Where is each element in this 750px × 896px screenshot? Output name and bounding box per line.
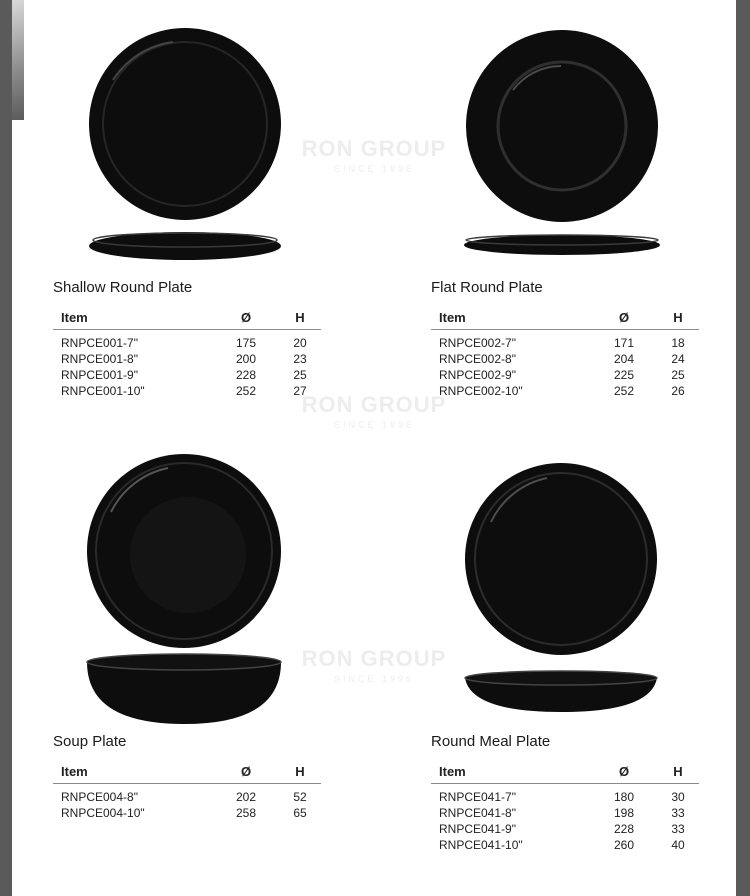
product-shallow-round-plate bbox=[53, 0, 323, 400]
diameter-value: 180 bbox=[613, 790, 635, 804]
diameter-value: 171 bbox=[613, 336, 635, 350]
diameter-value: 204 bbox=[613, 352, 635, 366]
col-item: Item bbox=[431, 310, 591, 330]
height-value: 23 bbox=[293, 352, 307, 366]
table-row bbox=[431, 330, 699, 352]
diameter-value: 175 bbox=[235, 336, 257, 350]
diameter-value: 228 bbox=[613, 822, 635, 836]
product-title: Round Meal Plate bbox=[431, 733, 551, 750]
watermark-brand: RON GROUP bbox=[301, 646, 447, 671]
table-header-row bbox=[53, 310, 321, 330]
table-header-row bbox=[53, 764, 321, 784]
table-row bbox=[431, 805, 699, 821]
height-value: 30 bbox=[671, 790, 685, 804]
col-height: H bbox=[271, 310, 321, 330]
product-title: Soup Plate bbox=[53, 733, 127, 750]
col-item: Item bbox=[431, 764, 591, 784]
diameter-value: 252 bbox=[235, 384, 257, 398]
watermark-brand: RON GROUP bbox=[301, 392, 447, 417]
corner-decoration bbox=[12, 0, 24, 120]
col-item: Item bbox=[53, 764, 213, 784]
diameter-value: 228 bbox=[235, 368, 257, 382]
table-header-row bbox=[431, 310, 699, 330]
item-code: RNPCE041-10" bbox=[439, 838, 523, 852]
product-title: Shallow Round Plate bbox=[53, 279, 193, 296]
watermark-tagline: SINCE 1996 bbox=[333, 164, 415, 174]
diameter-value: 198 bbox=[613, 806, 635, 820]
table-row bbox=[431, 383, 699, 399]
item-code: RNPCE041-8" bbox=[439, 806, 516, 820]
watermark-tagline: SINCE 1996 bbox=[333, 674, 415, 684]
item-code: RNPCE002-7" bbox=[439, 336, 516, 350]
col-item: Item bbox=[53, 310, 213, 330]
diameter-value: 260 bbox=[613, 838, 635, 852]
diameter-value: 202 bbox=[235, 790, 257, 804]
height-value: 25 bbox=[671, 368, 685, 382]
height-value: 24 bbox=[671, 352, 685, 366]
item-code: RNPCE004-10" bbox=[61, 806, 145, 820]
height-value: 25 bbox=[293, 368, 307, 382]
item-code: RNPCE002-8" bbox=[439, 352, 516, 366]
table-row bbox=[53, 351, 321, 367]
item-code: RNPCE001-9" bbox=[61, 368, 138, 382]
item-code: RNPCE001-8" bbox=[61, 352, 138, 366]
watermark-tagline: SINCE 1996 bbox=[333, 420, 415, 430]
col-height: H bbox=[649, 764, 699, 784]
col-diameter: Ø bbox=[213, 764, 271, 784]
spec-table bbox=[53, 764, 321, 821]
catalog-sheet bbox=[12, 0, 736, 896]
height-value: 33 bbox=[671, 822, 685, 836]
diameter-value: 252 bbox=[613, 384, 635, 398]
spec-table bbox=[431, 764, 699, 853]
plate-photo bbox=[431, 440, 701, 730]
item-code: RNPCE004-8" bbox=[61, 790, 138, 804]
height-value: 27 bbox=[293, 384, 307, 398]
table-row bbox=[431, 784, 699, 806]
table-row bbox=[53, 383, 321, 399]
item-code: RNPCE001-7" bbox=[61, 336, 138, 350]
table-row bbox=[431, 837, 699, 853]
table-row bbox=[53, 367, 321, 383]
product-flat-round-plate bbox=[431, 0, 701, 400]
col-diameter: Ø bbox=[591, 310, 649, 330]
col-height: H bbox=[649, 310, 699, 330]
height-value: 52 bbox=[293, 790, 307, 804]
watermark-brand: RON GROUP bbox=[301, 136, 447, 161]
product-soup-plate bbox=[53, 440, 323, 870]
table-row bbox=[53, 805, 321, 821]
height-value: 18 bbox=[671, 336, 685, 350]
col-diameter: Ø bbox=[591, 764, 649, 784]
spec-table bbox=[53, 310, 321, 399]
item-code: RNPCE002-9" bbox=[439, 368, 516, 382]
table-header-row bbox=[431, 764, 699, 784]
diameter-value: 225 bbox=[613, 368, 635, 382]
col-diameter: Ø bbox=[213, 310, 271, 330]
plate-photo bbox=[53, 440, 323, 730]
table-row bbox=[431, 821, 699, 837]
height-value: 26 bbox=[671, 384, 685, 398]
table-row bbox=[431, 367, 699, 383]
plate-photo bbox=[53, 0, 323, 270]
height-value: 20 bbox=[293, 336, 307, 350]
table-row bbox=[431, 351, 699, 367]
col-height: H bbox=[271, 764, 321, 784]
product-round-meal-plate bbox=[431, 440, 701, 870]
product-title: Flat Round Plate bbox=[431, 279, 543, 296]
item-code: RNPCE002-10" bbox=[439, 384, 523, 398]
spec-table bbox=[431, 310, 699, 399]
item-code: RNPCE001-10" bbox=[61, 384, 145, 398]
table-row bbox=[53, 784, 321, 806]
height-value: 40 bbox=[671, 838, 685, 852]
diameter-value: 200 bbox=[235, 352, 257, 366]
height-value: 65 bbox=[293, 806, 307, 820]
plate-photo bbox=[431, 0, 701, 270]
height-value: 33 bbox=[671, 806, 685, 820]
diameter-value: 258 bbox=[235, 806, 257, 820]
item-code: RNPCE041-9" bbox=[439, 822, 516, 836]
item-code: RNPCE041-7" bbox=[439, 790, 516, 804]
table-row bbox=[53, 330, 321, 352]
